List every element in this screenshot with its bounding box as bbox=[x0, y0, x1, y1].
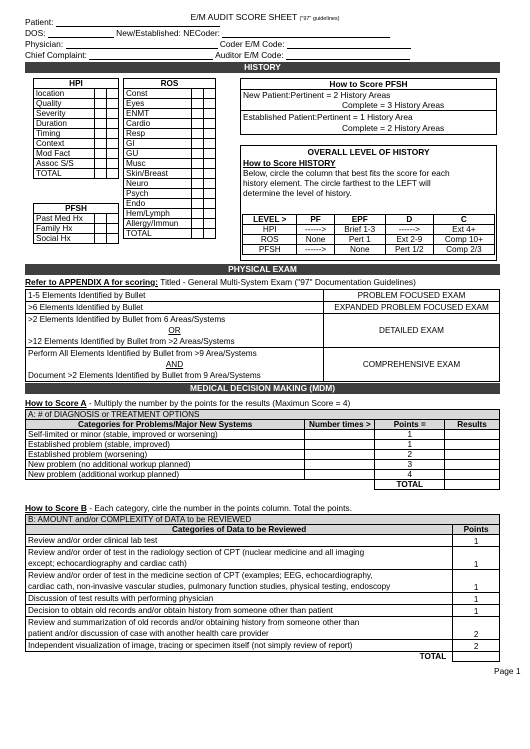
ros-item-row bbox=[124, 169, 216, 179]
ros-item-check-1[interactable] bbox=[191, 169, 203, 179]
level-cell[interactable]: ------> bbox=[297, 245, 334, 255]
b-category-line: Review and/or order of test in the medicine section of CPT (examples; EEG, echocardiography, bbox=[28, 571, 373, 580]
hpi-item-label: Quality bbox=[34, 99, 95, 109]
pfsh-item-check-2[interactable] bbox=[106, 224, 118, 234]
a-number-times[interactable] bbox=[305, 460, 375, 470]
a-total-label: TOTAL bbox=[375, 480, 445, 490]
hpi-header: HPI bbox=[34, 79, 119, 89]
a-header-1: Number times > bbox=[305, 420, 375, 430]
b-points[interactable]: 1 bbox=[453, 547, 500, 570]
level-cell[interactable]: Ext 2-9 bbox=[385, 235, 433, 245]
hpi-item-check-2[interactable] bbox=[106, 109, 118, 119]
b-row bbox=[26, 547, 500, 570]
level-header-2: EPF bbox=[334, 215, 385, 225]
pfsh-table bbox=[33, 203, 119, 244]
hpi-item-check-1[interactable] bbox=[94, 119, 106, 129]
level-header-4: C bbox=[433, 215, 494, 225]
hpi-item-check-2[interactable] bbox=[106, 119, 118, 129]
ros-item-label: Cardio bbox=[124, 119, 192, 129]
ros-item-label: Endo bbox=[124, 199, 192, 209]
exam-criteria-line: Document >2 Elements Identified by Bullet from 9 Area/Systems bbox=[28, 371, 261, 380]
ros-item-check-1[interactable] bbox=[191, 229, 203, 239]
dos-field[interactable] bbox=[48, 29, 114, 38]
chief-complaint-label: Chief Complaint: bbox=[25, 50, 87, 60]
history-bar: HISTORY bbox=[25, 62, 500, 73]
ros-item-row bbox=[124, 119, 216, 129]
mdm-b-table bbox=[25, 514, 500, 662]
hpi-item-label: Timing bbox=[34, 129, 95, 139]
b-category-line: Decision to obtain old records and/or obtain history from someone other than patient bbox=[28, 606, 333, 615]
ros-item-check-2[interactable] bbox=[203, 169, 215, 179]
b-points[interactable]: 1 bbox=[453, 535, 500, 547]
ros-item-check-2[interactable] bbox=[203, 109, 215, 119]
a-result[interactable] bbox=[445, 460, 500, 470]
ros-item-check-2[interactable] bbox=[203, 219, 215, 229]
how-pfsh-line-3: Established Patient:Pertinent = 1 History Area bbox=[243, 112, 413, 122]
level-cell[interactable]: Comp 10+ bbox=[433, 235, 494, 245]
hpi-item-check-1[interactable] bbox=[94, 159, 106, 169]
level-cell[interactable]: Pert 1/2 bbox=[385, 245, 433, 255]
hpi-item-row bbox=[34, 129, 119, 139]
ros-item-check-2[interactable] bbox=[203, 159, 215, 169]
patient-label: Patient: bbox=[25, 17, 54, 27]
level-cell[interactable]: Ext 4+ bbox=[433, 225, 494, 235]
ne-coder-field[interactable] bbox=[222, 29, 390, 38]
exam-row bbox=[26, 302, 500, 314]
a-number-times[interactable] bbox=[305, 450, 375, 460]
b-row bbox=[26, 593, 500, 605]
exam-criteria-line: >12 Elements Identified by Bullet from >2 Areas/Systems bbox=[28, 337, 235, 346]
a-category: Self-limited or minor (stable, improved or worsening) bbox=[26, 430, 305, 440]
ros-item-check-2[interactable] bbox=[203, 199, 215, 209]
hpi-item-row bbox=[34, 99, 119, 109]
level-row bbox=[243, 245, 495, 255]
a-category: Established problem (stable, improved) bbox=[26, 440, 305, 450]
a-points: 2 bbox=[375, 450, 445, 460]
a-row bbox=[26, 430, 500, 440]
auditor-em-field[interactable] bbox=[286, 51, 410, 60]
ros-item-check-1[interactable] bbox=[191, 199, 203, 209]
level-cell: ROS bbox=[243, 235, 297, 245]
b-category-line: Review and summarization of old records and/or obtaining history from someone other than bbox=[28, 618, 360, 627]
hpi-item-check-2[interactable] bbox=[106, 99, 118, 109]
ros-item-row bbox=[124, 229, 216, 239]
level-row bbox=[243, 225, 495, 235]
ros-item-label: Psych bbox=[124, 189, 192, 199]
how-pfsh-title: How to Score PFSH bbox=[241, 79, 496, 90]
hpi-item-label: Assoc S/S bbox=[34, 159, 95, 169]
hpi-item-check-1[interactable] bbox=[94, 89, 106, 99]
pfsh-item-row bbox=[34, 224, 119, 234]
ros-item-label: Hem/Lymph bbox=[124, 209, 192, 219]
a-row bbox=[26, 450, 500, 460]
hpi-item-row bbox=[34, 119, 119, 129]
a-total-value[interactable] bbox=[445, 480, 500, 490]
ros-item-check-1[interactable] bbox=[191, 89, 203, 99]
how-history-title: How to Score HISTORY bbox=[243, 158, 336, 168]
physician-row bbox=[25, 39, 411, 49]
pfsh-item-check-2[interactable] bbox=[106, 214, 118, 224]
a-header-3: Results bbox=[445, 420, 500, 430]
page-number: Page 1 bbox=[494, 666, 521, 676]
level-cell[interactable]: None bbox=[334, 245, 385, 255]
overall-title: OVERALL LEVEL OF HISTORY bbox=[307, 147, 430, 157]
exam-level[interactable]: EXPANDED PROBLEM FOCUSED EXAM bbox=[324, 302, 500, 314]
a-result[interactable] bbox=[445, 440, 500, 450]
level-cell[interactable]: ------> bbox=[297, 225, 334, 235]
score-a-rest: - Multiply the number by the points for the results (Maximun Score = 4) bbox=[86, 398, 351, 408]
ros-item-label: Const bbox=[124, 89, 192, 99]
pfsh-item-label: Social Hx bbox=[34, 234, 95, 244]
a-points: 3 bbox=[375, 460, 445, 470]
a-category: Established problem (worsening) bbox=[26, 450, 305, 460]
score-b-bold: How to Score B bbox=[25, 503, 87, 513]
level-cell: HPI bbox=[243, 225, 297, 235]
ros-item-check-2[interactable] bbox=[203, 149, 215, 159]
coder-em-label: Coder E/M Code: bbox=[219, 39, 285, 49]
pfsh-item-check-1[interactable] bbox=[94, 234, 106, 244]
chief-complaint-field[interactable] bbox=[89, 51, 213, 60]
a-number-times[interactable] bbox=[305, 440, 375, 450]
hpi-item-check-1[interactable] bbox=[94, 139, 106, 149]
ros-item-row bbox=[124, 179, 216, 189]
exam-table bbox=[25, 289, 500, 382]
b-category-line: cardiac cath, non-invasive vascular studies, pulmonary function studies, physical testing, endoscopy bbox=[28, 582, 391, 591]
ros-item-label: Allergy/Immun bbox=[124, 219, 192, 229]
a-header-2: Points = bbox=[375, 420, 445, 430]
how-history-text-1: Below, circle the column that best fits the score for each bbox=[243, 168, 450, 178]
ros-item-label: GI bbox=[124, 139, 192, 149]
b-title: B: AMOUNT and/or COMPLEXITY of DATA to be REVIEWED bbox=[26, 515, 500, 525]
b-points[interactable]: 2 bbox=[453, 617, 500, 640]
level-row bbox=[243, 235, 495, 245]
a-points: 1 bbox=[375, 440, 445, 450]
b-category bbox=[26, 640, 453, 652]
how-pfsh-line-4: Complete = 2 History Areas bbox=[342, 123, 445, 133]
b-row bbox=[26, 570, 500, 593]
exam-criteria-line: >2 Elements Identified by Bullet from 6 Areas/Systems bbox=[28, 315, 226, 324]
pfsh-item-check-2[interactable] bbox=[106, 234, 118, 244]
hpi-item-check-2[interactable] bbox=[106, 129, 118, 139]
hpi-item-label: Duration bbox=[34, 119, 95, 129]
b-total-value[interactable] bbox=[453, 652, 500, 662]
b-points[interactable]: 1 bbox=[453, 605, 500, 617]
ros-item-label: Musc bbox=[124, 159, 192, 169]
ros-item-check-1[interactable] bbox=[191, 129, 203, 139]
exam-row bbox=[26, 348, 500, 382]
ros-item-row bbox=[124, 149, 216, 159]
b-category bbox=[26, 605, 453, 617]
ros-item-row bbox=[124, 209, 216, 219]
mdm-a-table bbox=[25, 409, 500, 490]
ros-item-check-1[interactable] bbox=[191, 179, 203, 189]
ros-item-row bbox=[124, 89, 216, 99]
a-number-times[interactable] bbox=[305, 430, 375, 440]
ros-header: ROS bbox=[124, 79, 216, 89]
how-history-text-2: history element. The circle farthest to the LEFT will bbox=[243, 178, 431, 188]
pfsh-item-row bbox=[34, 234, 119, 244]
level-cell[interactable]: Comp 2/3 bbox=[433, 245, 494, 255]
a-result[interactable] bbox=[445, 430, 500, 440]
exam-row bbox=[26, 314, 500, 348]
how-pfsh-line-1: New Patient:Pertinent = 2 History Areas bbox=[243, 90, 391, 100]
hpi-item-label: location bbox=[34, 89, 95, 99]
exam-criteria bbox=[26, 348, 324, 382]
exam-refer-rest: Titled - General Multi-System Exam ("97" Documentation Guidelines) bbox=[158, 277, 416, 287]
exam-criteria-line: OR bbox=[168, 326, 181, 335]
ros-item-row bbox=[124, 129, 216, 139]
b-points[interactable]: 1 bbox=[453, 593, 500, 605]
exam-level[interactable]: DETAILED EXAM bbox=[324, 314, 500, 348]
ros-item-check-2[interactable] bbox=[203, 129, 215, 139]
exam-criteria bbox=[26, 302, 324, 314]
a-points: 4 bbox=[375, 470, 445, 480]
ros-item-label: Skin/Breast bbox=[124, 169, 192, 179]
b-row bbox=[26, 605, 500, 617]
ros-item-row bbox=[124, 159, 216, 169]
exam-refer-line bbox=[25, 277, 416, 287]
hpi-item-check-2[interactable] bbox=[106, 159, 118, 169]
b-row bbox=[26, 617, 500, 640]
ros-item-check-2[interactable] bbox=[203, 179, 215, 189]
ros-item-label: TOTAL bbox=[124, 229, 192, 239]
a-row bbox=[26, 460, 500, 470]
pfsh-item-label: Past Med Hx bbox=[34, 214, 95, 224]
pfsh-item-row bbox=[34, 214, 119, 224]
exam-criteria-line: >6 Elements Identified by Bullet bbox=[28, 303, 143, 312]
patient-row bbox=[25, 17, 220, 27]
b-header-1: Points bbox=[453, 525, 500, 535]
ros-item-check-2[interactable] bbox=[203, 139, 215, 149]
hpi-item-row bbox=[34, 109, 119, 119]
ros-item-check-2[interactable] bbox=[203, 229, 215, 239]
physician-field[interactable] bbox=[66, 40, 218, 49]
level-cell: PFSH bbox=[243, 245, 297, 255]
hpi-item-check-2[interactable] bbox=[106, 169, 118, 179]
hpi-item-label: Severity bbox=[34, 109, 95, 119]
a-header-0: Categories for Problems/Major New Systems bbox=[26, 420, 305, 430]
ros-item-check-2[interactable] bbox=[203, 89, 215, 99]
hpi-table bbox=[33, 78, 119, 179]
b-category-line: except; echocardiography and cardiac cath) bbox=[28, 559, 187, 568]
title-text: E/M AUDIT SCORE SHEET bbox=[190, 12, 298, 22]
ros-item-check-1[interactable] bbox=[191, 139, 203, 149]
b-category-line: Review and/or order clinical lab test bbox=[28, 536, 158, 545]
b-category bbox=[26, 617, 453, 640]
ros-item-label: Eyes bbox=[124, 99, 192, 109]
a-number-times[interactable] bbox=[305, 470, 375, 480]
pfsh-item-label: Family Hx bbox=[34, 224, 95, 234]
hpi-item-check-2[interactable] bbox=[106, 149, 118, 159]
title-note: ("97" guidelines) bbox=[299, 16, 340, 22]
b-points[interactable]: 1 bbox=[453, 570, 500, 593]
ros-item-label: GU bbox=[124, 149, 192, 159]
mdm-bar: MEDICAL DECISION MAKING (MDM) bbox=[25, 383, 500, 394]
ros-table bbox=[123, 78, 216, 239]
score-b-rest: - Each category, cirle the number in the points column. Total the points. bbox=[86, 503, 352, 513]
exam-level[interactable]: PROBLEM FOCUSED EXAM bbox=[324, 290, 500, 302]
b-category bbox=[26, 535, 453, 547]
a-title: A: # of DIAGNOSIS or TREATMENT OPTIONS bbox=[26, 410, 500, 420]
ros-item-row bbox=[124, 99, 216, 109]
hpi-item-row bbox=[34, 89, 119, 99]
b-category bbox=[26, 547, 453, 570]
score-b-line bbox=[25, 503, 352, 513]
hpi-item-check-2[interactable] bbox=[106, 89, 118, 99]
b-category-line: Independent visualization of image, tracing or specimen itself (not simply review of report) bbox=[28, 641, 353, 650]
ros-item-label: ENMT bbox=[124, 109, 192, 119]
ros-item-check-1[interactable] bbox=[191, 149, 203, 159]
exam-criteria-line: Perform All Elements Identified by Bullet from >9 Area/Systems bbox=[28, 349, 257, 358]
level-header-3: D bbox=[385, 215, 433, 225]
how-history-text-3: determine the level of history. bbox=[243, 188, 352, 198]
level-cell[interactable]: ------> bbox=[385, 225, 433, 235]
b-category bbox=[26, 593, 453, 605]
ros-item-check-1[interactable] bbox=[191, 159, 203, 169]
ros-item-row bbox=[124, 189, 216, 199]
a-category: New problem (no additional workup planned) bbox=[26, 460, 305, 470]
a-result[interactable] bbox=[445, 470, 500, 480]
pfsh-item-check-1[interactable] bbox=[94, 224, 106, 234]
exam-refer-bold: Refer to APPENDIX A for scoring: bbox=[25, 277, 159, 287]
exam-criteria bbox=[26, 314, 324, 348]
score-a-line bbox=[25, 398, 350, 408]
b-category-line: Discussion of test results with performing physician bbox=[28, 594, 214, 603]
hpi-item-row bbox=[34, 169, 119, 179]
a-result[interactable] bbox=[445, 450, 500, 460]
level-header-0: LEVEL > bbox=[243, 215, 297, 225]
ros-item-check-1[interactable] bbox=[191, 219, 203, 229]
level-table bbox=[242, 214, 495, 255]
ne-coder-label: NECoder: bbox=[183, 28, 220, 38]
level-cell[interactable]: None bbox=[297, 235, 334, 245]
ros-item-row bbox=[124, 219, 216, 229]
b-category bbox=[26, 570, 453, 593]
hpi-item-check-1[interactable] bbox=[94, 99, 106, 109]
physical-exam-bar: PHYSICAL EXAM bbox=[25, 264, 500, 275]
exam-criteria-line: 1-5 Elements Identified by Bullet bbox=[28, 291, 146, 300]
a-category: New problem (additional workup planned) bbox=[26, 470, 305, 480]
b-category-line: patient and/or discussion of case with another health care provider bbox=[28, 629, 269, 638]
new-established-label: New/Established: bbox=[116, 28, 181, 38]
auditor-em-label: Auditor E/M Code: bbox=[215, 50, 284, 60]
ros-item-check-1[interactable] bbox=[191, 109, 203, 119]
pfsh-item-check-1[interactable] bbox=[94, 214, 106, 224]
physician-label: Physician: bbox=[25, 39, 64, 49]
a-row bbox=[26, 440, 500, 450]
exam-row bbox=[26, 290, 500, 302]
ros-item-row bbox=[124, 139, 216, 149]
ros-item-check-2[interactable] bbox=[203, 99, 215, 109]
level-cell[interactable]: Pert 1 bbox=[334, 235, 385, 245]
a-points: 1 bbox=[375, 430, 445, 440]
how-pfsh-line-2: Complete = 3 History Areas bbox=[241, 100, 496, 111]
ros-item-check-2[interactable] bbox=[203, 209, 215, 219]
level-header-1: PF bbox=[297, 215, 334, 225]
level-cell[interactable]: Brief 1-3 bbox=[334, 225, 385, 235]
how-to-score-pfsh-box bbox=[240, 78, 497, 135]
ros-item-label: Resp bbox=[124, 129, 192, 139]
exam-level[interactable]: COMPREHENSIVE EXAM bbox=[324, 348, 500, 382]
dos-label: DOS: bbox=[25, 28, 46, 38]
pfsh-header: PFSH bbox=[34, 204, 119, 214]
exam-criteria bbox=[26, 290, 324, 302]
hpi-item-label: Mod Fact bbox=[34, 149, 95, 159]
hpi-item-check-1[interactable] bbox=[94, 129, 106, 139]
b-total-label: TOTAL bbox=[419, 652, 447, 662]
dos-row bbox=[25, 28, 390, 38]
b-row bbox=[26, 640, 500, 652]
b-points[interactable]: 2 bbox=[453, 640, 500, 652]
b-header-0: Categories of Data to be Reviewed bbox=[26, 525, 453, 535]
ros-item-label: Neuro bbox=[124, 179, 192, 189]
a-row bbox=[26, 470, 500, 480]
patient-field[interactable] bbox=[56, 18, 220, 27]
chief-complaint-row bbox=[25, 50, 410, 60]
hpi-item-row bbox=[34, 149, 119, 159]
coder-em-field[interactable] bbox=[287, 40, 411, 49]
ros-item-row bbox=[124, 199, 216, 209]
hpi-item-check-1[interactable] bbox=[94, 149, 106, 159]
hpi-item-label: TOTAL bbox=[34, 169, 95, 179]
hpi-item-check-1[interactable] bbox=[94, 109, 106, 119]
hpi-item-row bbox=[34, 159, 119, 169]
ros-item-check-1[interactable] bbox=[191, 99, 203, 109]
hpi-item-check-2[interactable] bbox=[106, 139, 118, 149]
hpi-item-check-1[interactable] bbox=[94, 169, 106, 179]
exam-criteria-line: AND bbox=[165, 360, 184, 369]
ros-item-check-2[interactable] bbox=[203, 119, 215, 129]
hpi-item-row bbox=[34, 139, 119, 149]
ros-item-check-1[interactable] bbox=[191, 189, 203, 199]
ros-item-check-2[interactable] bbox=[203, 189, 215, 199]
hpi-item-label: Context bbox=[34, 139, 95, 149]
b-category-line: Review and/or order of test in the radiology section of CPT (nuclear medicine and all imaging bbox=[28, 548, 365, 557]
ros-item-check-1[interactable] bbox=[191, 119, 203, 129]
ros-item-row bbox=[124, 109, 216, 119]
score-a-bold: How to Score A bbox=[25, 398, 87, 408]
b-row bbox=[26, 535, 500, 547]
ros-item-check-1[interactable] bbox=[191, 209, 203, 219]
